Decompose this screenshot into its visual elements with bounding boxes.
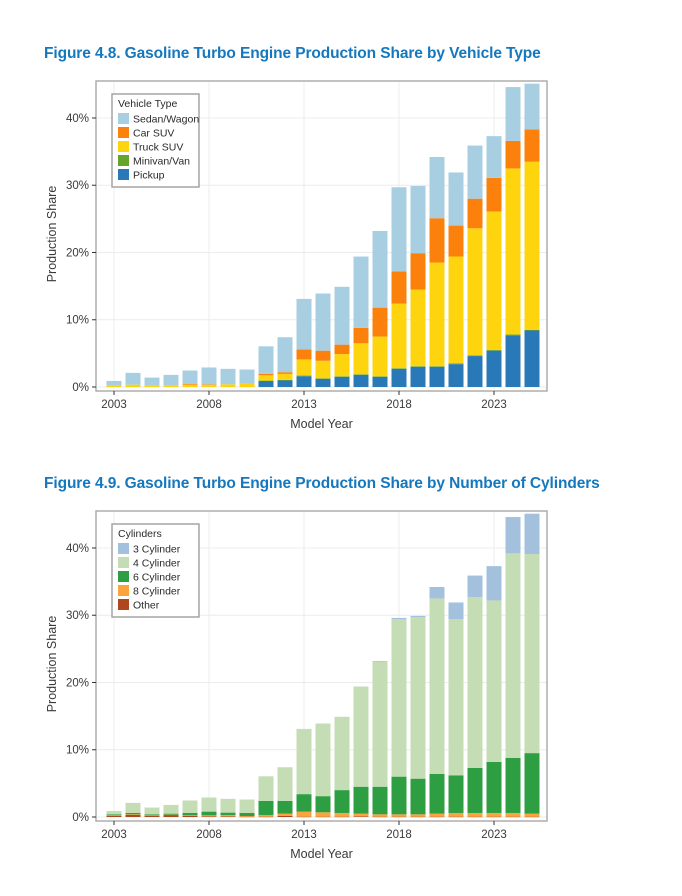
y-tick-label: 20% bbox=[65, 677, 89, 690]
bar-segment bbox=[240, 800, 255, 813]
bar-segment bbox=[202, 385, 217, 387]
bar-segment bbox=[221, 369, 236, 384]
bar-segment bbox=[202, 384, 217, 385]
figure-4-9-title: Figure 4.9. Gasoline Turbo Engine Production Share by Number of Cylinders bbox=[44, 475, 600, 492]
bar-segment bbox=[506, 335, 521, 336]
x-axis-title: Model Year bbox=[290, 847, 353, 861]
bar-segment bbox=[506, 813, 521, 817]
bar-segment bbox=[373, 308, 388, 337]
bar-segment bbox=[525, 753, 540, 814]
bar-segment bbox=[525, 330, 540, 331]
legend-label: 6 Cylinder bbox=[133, 571, 181, 584]
bar-segment bbox=[449, 817, 464, 818]
bar-segment bbox=[126, 803, 141, 813]
bar-segment bbox=[487, 211, 502, 350]
y-axis-title: Production Share bbox=[45, 185, 59, 283]
bar-segment bbox=[525, 331, 540, 387]
bar-segment bbox=[449, 364, 464, 387]
bar-segment bbox=[373, 231, 388, 308]
legend-swatch bbox=[118, 155, 129, 166]
bar-segment bbox=[411, 817, 426, 818]
bar-segment bbox=[487, 351, 502, 387]
bar-segment bbox=[392, 369, 407, 387]
bar-segment bbox=[411, 616, 426, 617]
bar-segment bbox=[430, 366, 445, 367]
x-axis-title: Model Year bbox=[290, 417, 353, 431]
bar-segment bbox=[392, 304, 407, 369]
bar-segment bbox=[449, 775, 464, 813]
bar-segment bbox=[525, 84, 540, 130]
bar-segment bbox=[126, 815, 141, 817]
x-tick-label: 2008 bbox=[196, 399, 222, 411]
bar-segment bbox=[240, 813, 255, 816]
legend-label: Minivan/Van bbox=[133, 155, 191, 168]
y-tick-label: 40% bbox=[65, 542, 89, 555]
bar-segment bbox=[449, 813, 464, 817]
bar-segment bbox=[297, 812, 312, 817]
bar-segment bbox=[354, 814, 369, 817]
y-tick-label: 30% bbox=[65, 180, 89, 193]
bar-segment bbox=[107, 814, 122, 815]
bar-segment bbox=[221, 799, 236, 813]
legend-label: 4 Cylinder bbox=[133, 557, 181, 570]
legend-swatch bbox=[118, 127, 129, 138]
bar-segment bbox=[316, 817, 331, 818]
legend-swatch bbox=[118, 543, 129, 554]
figure-4-8-section bbox=[44, 44, 664, 438]
bar-segment bbox=[449, 619, 464, 775]
bar-segment bbox=[183, 384, 198, 385]
bar-segment bbox=[468, 576, 483, 598]
bar-segment bbox=[525, 554, 540, 753]
bar-segment bbox=[487, 136, 502, 178]
bar-segment bbox=[506, 817, 521, 818]
bar-segment bbox=[373, 817, 388, 818]
bar-segment bbox=[525, 514, 540, 554]
bar-segment bbox=[183, 816, 198, 817]
bar-segment bbox=[335, 354, 350, 376]
bar-segment bbox=[411, 186, 426, 253]
bar-segment bbox=[107, 815, 122, 816]
bar-segment bbox=[354, 328, 369, 343]
bar-segment bbox=[316, 796, 331, 812]
bar-segment bbox=[373, 787, 388, 815]
bar-segment bbox=[335, 377, 350, 387]
legend-swatch bbox=[118, 141, 129, 152]
bar-segment bbox=[259, 776, 274, 801]
bar-segment bbox=[354, 257, 369, 328]
bar-segment bbox=[392, 618, 407, 619]
bar-segment bbox=[145, 815, 160, 816]
x-tick-label: 2013 bbox=[291, 399, 317, 411]
bar-segment bbox=[259, 346, 274, 374]
bar-segment bbox=[259, 381, 274, 382]
bar-segment bbox=[278, 337, 293, 372]
bar-segment bbox=[202, 815, 217, 816]
bar-segment bbox=[202, 816, 217, 817]
bar-segment bbox=[278, 372, 293, 374]
bar-segment bbox=[278, 374, 293, 380]
y-axis-title: Production Share bbox=[45, 615, 59, 713]
bar-segment bbox=[487, 817, 502, 818]
bar-segment bbox=[183, 801, 198, 813]
x-tick-label: 2023 bbox=[481, 399, 507, 411]
legend-label: Pickup bbox=[133, 169, 165, 182]
bar-segment bbox=[278, 814, 293, 816]
legend bbox=[112, 524, 199, 617]
bar-segment bbox=[259, 374, 274, 375]
bar-segment bbox=[335, 817, 350, 818]
bar-segment bbox=[297, 376, 312, 377]
bar-segment bbox=[449, 172, 464, 225]
bar-segment bbox=[107, 811, 122, 814]
bar-segment bbox=[506, 168, 521, 334]
bar-segment bbox=[354, 375, 369, 387]
bar-segment bbox=[392, 817, 407, 818]
bar-segment bbox=[297, 794, 312, 811]
x-tick-label: 2008 bbox=[196, 829, 222, 841]
bar-segment bbox=[468, 813, 483, 817]
legend-label: Truck SUV bbox=[133, 141, 184, 154]
bar-segment bbox=[278, 380, 293, 387]
bar-segment bbox=[297, 729, 312, 794]
legend-label: Car SUV bbox=[133, 127, 175, 140]
bar-segment bbox=[183, 815, 198, 816]
bar-segment bbox=[145, 378, 160, 386]
bar-segment bbox=[449, 363, 464, 364]
bar-segment bbox=[316, 378, 331, 379]
bar-segment bbox=[449, 257, 464, 364]
bar-segment bbox=[430, 774, 445, 814]
bar-segment bbox=[487, 178, 502, 212]
bar-segment bbox=[240, 384, 255, 387]
bar-segment bbox=[354, 374, 369, 375]
bar-segment bbox=[126, 814, 141, 815]
bar-segment bbox=[335, 287, 350, 345]
bar-segment bbox=[316, 812, 331, 816]
bar-segment bbox=[221, 816, 236, 817]
bar-segment bbox=[392, 777, 407, 815]
bar-segment bbox=[506, 517, 521, 553]
bar-segment bbox=[411, 367, 426, 387]
bar-segment bbox=[430, 587, 445, 598]
bar-segment bbox=[335, 717, 350, 790]
bar-segment bbox=[411, 289, 426, 366]
bar-segment bbox=[487, 566, 502, 600]
bar-segment bbox=[411, 253, 426, 289]
bar-segment bbox=[126, 385, 141, 387]
bar-segment bbox=[449, 602, 464, 619]
bar-segment bbox=[221, 384, 236, 387]
bar-segment bbox=[297, 349, 312, 359]
bar-segment bbox=[259, 817, 274, 818]
bar-segment bbox=[430, 218, 445, 262]
bar-segment bbox=[430, 814, 445, 817]
bar-segment bbox=[506, 87, 521, 141]
bar-segment bbox=[430, 263, 445, 367]
bar-segment bbox=[354, 343, 369, 374]
bar-segment bbox=[392, 368, 407, 369]
figure-4-9-section bbox=[44, 474, 664, 868]
bar-segment bbox=[430, 598, 445, 774]
y-tick-label: 0% bbox=[72, 812, 89, 824]
bar-segment bbox=[145, 816, 160, 817]
bar-segment bbox=[126, 373, 141, 385]
bar-segment bbox=[164, 815, 179, 817]
bar-segment bbox=[297, 359, 312, 375]
legend-title: Vehicle Type bbox=[118, 98, 178, 110]
bar-segment bbox=[373, 662, 388, 787]
bar-segment bbox=[487, 600, 502, 761]
bar-segment bbox=[430, 817, 445, 818]
bar-segment bbox=[278, 767, 293, 801]
bar-segment bbox=[487, 350, 502, 351]
bar-segment bbox=[468, 597, 483, 768]
bar-segment bbox=[335, 790, 350, 813]
bar-segment bbox=[392, 271, 407, 303]
bar-segment bbox=[373, 337, 388, 377]
bar-segment bbox=[259, 375, 274, 380]
bar-segment bbox=[525, 817, 540, 818]
vehicle-type-stacked-bar-chart bbox=[44, 78, 660, 438]
figure-4-8-title: Figure 4.8. Gasoline Turbo Engine Production Share by Vehicle Type bbox=[44, 45, 541, 62]
bar-segment bbox=[221, 815, 236, 816]
bar-segment bbox=[335, 813, 350, 817]
legend-swatch bbox=[118, 169, 129, 180]
legend-swatch bbox=[118, 557, 129, 568]
bar-segment bbox=[316, 361, 331, 378]
bar-segment bbox=[525, 814, 540, 817]
bar-segment bbox=[259, 815, 274, 817]
bar-segment bbox=[411, 617, 426, 778]
bar-segment bbox=[183, 385, 198, 387]
legend-swatch bbox=[118, 113, 129, 124]
legend-label: Other bbox=[133, 599, 160, 612]
bar-segment bbox=[240, 817, 255, 818]
bar-segment bbox=[316, 294, 331, 351]
legend-swatch bbox=[118, 585, 129, 596]
bar-segment bbox=[107, 381, 122, 386]
bar-segment bbox=[468, 146, 483, 199]
bar-segment bbox=[468, 228, 483, 355]
bar-segment bbox=[373, 661, 388, 662]
bar-segment bbox=[316, 724, 331, 797]
y-tick-label: 0% bbox=[72, 382, 89, 394]
bar-segment bbox=[316, 379, 331, 387]
bar-segment bbox=[468, 768, 483, 813]
bar-segment bbox=[126, 813, 141, 814]
bar-segment bbox=[278, 816, 293, 817]
bar-segment bbox=[392, 814, 407, 816]
bar-segment bbox=[164, 805, 179, 814]
legend-swatch bbox=[118, 571, 129, 582]
legend-swatch bbox=[118, 599, 129, 610]
bar-segment bbox=[506, 758, 521, 813]
bar-segment bbox=[487, 813, 502, 817]
bar-segment bbox=[240, 816, 255, 817]
bar-segment bbox=[221, 813, 236, 815]
bar-segment bbox=[107, 816, 122, 817]
bar-segment bbox=[468, 817, 483, 818]
bar-segment bbox=[259, 381, 274, 387]
bar-segment bbox=[506, 335, 521, 387]
bar-segment bbox=[430, 157, 445, 218]
legend-label: 8 Cylinder bbox=[133, 585, 181, 598]
bar-segment bbox=[373, 377, 388, 387]
bar-segment bbox=[145, 814, 160, 815]
bar-segment bbox=[449, 226, 464, 257]
bar-segment bbox=[183, 813, 198, 815]
bar-segment bbox=[468, 356, 483, 387]
x-tick-label: 2018 bbox=[386, 399, 412, 411]
y-tick-label: 10% bbox=[65, 744, 89, 757]
bar-segment bbox=[525, 129, 540, 161]
bar-segment bbox=[202, 797, 217, 811]
legend-label: Sedan/Wagon bbox=[133, 113, 200, 126]
x-tick-label: 2003 bbox=[101, 829, 127, 841]
cylinders-stacked-bar-chart bbox=[44, 508, 660, 868]
bar-segment bbox=[354, 816, 369, 817]
bar-segment bbox=[373, 814, 388, 816]
bar-segment bbox=[164, 386, 179, 387]
bar-segment bbox=[145, 386, 160, 387]
bar-segment bbox=[468, 199, 483, 229]
bar-segment bbox=[297, 376, 312, 387]
x-tick-label: 2013 bbox=[291, 829, 317, 841]
bar-segment bbox=[392, 619, 407, 776]
x-tick-label: 2003 bbox=[101, 399, 127, 411]
bar-segment bbox=[411, 779, 426, 815]
bar-segment bbox=[278, 380, 293, 381]
bar-segment bbox=[354, 687, 369, 787]
bar-segment bbox=[354, 787, 369, 814]
bar-segment bbox=[240, 370, 255, 384]
bar-segment bbox=[183, 371, 198, 384]
bar-segment bbox=[506, 141, 521, 169]
y-tick-label: 40% bbox=[65, 112, 89, 125]
bar-segment bbox=[259, 801, 274, 815]
bar-segment bbox=[202, 367, 217, 384]
bar-segment bbox=[468, 355, 483, 356]
bar-segment bbox=[506, 553, 521, 757]
y-tick-label: 10% bbox=[65, 314, 89, 327]
bar-segment bbox=[392, 187, 407, 271]
y-tick-label: 20% bbox=[65, 247, 89, 260]
bar-segment bbox=[164, 815, 179, 816]
bar-segment bbox=[202, 812, 217, 816]
bar-segment bbox=[107, 386, 122, 387]
bar-segment bbox=[335, 376, 350, 377]
bar-segment bbox=[430, 367, 445, 387]
legend-label: 3 Cylinder bbox=[133, 543, 181, 556]
legend bbox=[112, 94, 199, 187]
bar-segment bbox=[525, 162, 540, 330]
bar-segment bbox=[411, 814, 426, 816]
x-tick-label: 2018 bbox=[386, 829, 412, 841]
bar-segment bbox=[487, 762, 502, 813]
x-tick-label: 2023 bbox=[481, 829, 507, 841]
bar-segment bbox=[316, 351, 331, 361]
bar-segment bbox=[373, 376, 388, 377]
bar-segment bbox=[164, 814, 179, 815]
bar-segment bbox=[278, 801, 293, 814]
legend-title: Cylinders bbox=[118, 528, 162, 540]
bar-segment bbox=[297, 299, 312, 349]
bar-segment bbox=[145, 808, 160, 815]
bar-segment bbox=[164, 375, 179, 386]
bar-segment bbox=[411, 366, 426, 367]
bar-segment bbox=[335, 345, 350, 354]
y-tick-label: 30% bbox=[65, 610, 89, 623]
bar-segment bbox=[297, 817, 312, 818]
